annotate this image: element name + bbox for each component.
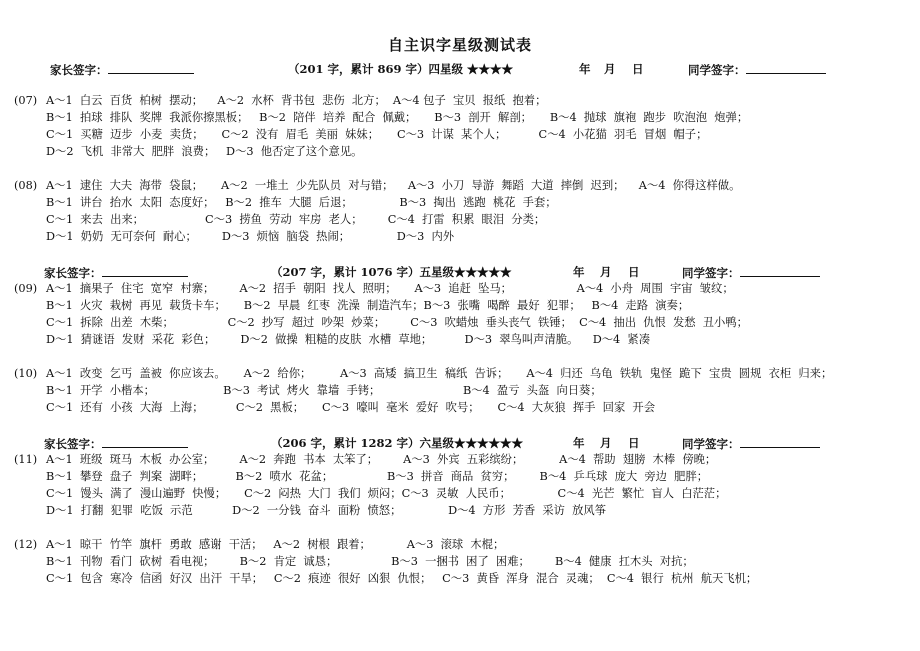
parent-sign-blank[interactable] bbox=[108, 61, 194, 74]
section-line: D～1 打翻 犯罪 吃饭 示范 D～2 一分钱 奋斗 面粉 愤怒； D～4 方形 芳香 采访 放风筝 bbox=[46, 504, 607, 517]
section-line: D～1 猜谜语 发财 采花 彩色； D～2 做操 粗糙的皮肤 水槽 草地； D～3 翠鸟叫声清脆。 D～4 紧凑 bbox=[46, 333, 651, 346]
signature-row-3 bbox=[0, 435, 920, 451]
date-month: 月 bbox=[600, 436, 612, 450]
section-line: C～1 馒头 满了 漫山遍野 快慢； C～2 闷热 大门 我们 烦闷；C～3 灵敏 人民币； C～4 光芒 繁忙 盲人 白茫茫； bbox=[46, 487, 727, 500]
section-line: A～1 改变 乞丐 盖被 你应该去。 A～2 给你； A～3 高矮 搞卫生 稿纸 告诉； A～4 归还 乌龟 铁轨 鬼怪 跪下 宝贵 圆规 衣柜 归来； bbox=[46, 367, 833, 380]
section-line: B～1 拍球 排队 奖牌 我派你擦黑板； B～2 陪伴 培养 配合 佩戴； B～3 剖开 解剖； B～4 抛球 旗袍 跑步 吹泡泡 炮弹； bbox=[46, 111, 749, 124]
section-label: (08) bbox=[14, 179, 38, 192]
section-line: C～1 包含 寒冷 信函 好汉 出汗 干旱； C～2 痕迹 很好 凶狠 仇恨； C～3 黄昏 浑身 混合 灵魂； C～4 银行 杭州 航天飞机； bbox=[46, 572, 758, 585]
section-line: D～1 奶奶 无可奈何 耐心； D～3 烦恼 脑袋 热闹； D～3 内外 bbox=[46, 230, 455, 243]
section-line: B～1 讲台 抬水 太阳 态度好； B～2 推车 大腿 后退； B～3 掏出 逃跑 桃花 手套； bbox=[46, 196, 557, 209]
date-year: 年 bbox=[573, 436, 585, 450]
level-info: （201 字，累计 869 字）四星级 ★★★★ bbox=[288, 62, 514, 76]
parent-sign: 家长签字： bbox=[50, 61, 194, 78]
parent-sign-blank[interactable] bbox=[102, 435, 188, 448]
signature-row-1 bbox=[0, 61, 920, 77]
section-line: A～1 摘果子 住宅 宽窄 村寨； A～2 招手 朝阳 找人 照明； A～3 追赶 坠马； A～4 小舟 周围 宇宙 皱纹； bbox=[46, 282, 734, 295]
classmate-sign-blank[interactable] bbox=[746, 61, 826, 74]
section-label: (12) bbox=[14, 538, 38, 551]
parent-sign: 家长签字： bbox=[44, 435, 188, 452]
section-line: B～1 开学 小楷本； B～3 考试 烤火 靠墙 手铐； B～4 盈亏 头盔 向日葵； bbox=[46, 384, 602, 397]
date-month: 月 bbox=[604, 62, 616, 76]
parent-sign-blank[interactable] bbox=[102, 264, 188, 277]
date-year: 年 bbox=[579, 62, 591, 76]
section-line: C～1 买糖 迈步 小麦 卖货； C～2 没有 眉毛 美丽 妹妹； C～3 计谋 某个人； C～4 小花猫 羽毛 冒烟 帽子； bbox=[46, 128, 708, 141]
section-line: B～1 攀登 盘子 判案 湖畔； B～2 喷水 花盆； B～3 拼音 商品 贫穷； B～4 乒乓球 庞大 旁边 肥胖； bbox=[46, 470, 709, 483]
section-line: C～1 来去 出来； C～3 捞鱼 劳动 牢房 老人； C～4 打雷 积累 眼泪 分类； bbox=[46, 213, 546, 226]
page-title: 自主识字星级测试表 bbox=[387, 36, 532, 54]
date-day: 日 bbox=[628, 265, 640, 279]
section-line: C～1 拆除 出差 木柴； C～2 抄写 超过 吵架 炒菜； C～3 吹蜡烛 垂头丧气 铁锤； C～4 抽出 仇恨 发愁 丑小鸭； bbox=[46, 316, 748, 329]
date-day: 日 bbox=[628, 436, 640, 450]
section-label: (09) bbox=[14, 282, 38, 295]
section-line: A～1 班级 斑马 木板 办公室； A～2 奔跑 书本 太笨了； A～3 外宾 五彩缤纷； A～4 帮助 翅膀 木棒 傍晚； bbox=[46, 453, 717, 466]
classmate-sign: 同学签字： bbox=[682, 264, 820, 281]
date-month: 月 bbox=[600, 265, 612, 279]
section-line: B～1 火灾 栽树 再见 载货卡车； B～2 早晨 红枣 洗澡 制造汽车；B～3 张嘴 喝醉 最好 犯罪； B～4 走路 演奏； bbox=[46, 299, 690, 312]
section-label: (07) bbox=[14, 94, 38, 107]
section-line: B～1 刊物 看门 砍树 看电视； B～2 肯定 诚恳； B～3 一捆书 困了 困难； B～4 健康 扛木头 对抗； bbox=[46, 555, 694, 568]
classmate-sign-blank[interactable] bbox=[740, 435, 820, 448]
section-line: D～2 飞机 非常大 肥胖 浪费； D～3 他否定了这个意见。 bbox=[46, 145, 363, 158]
level-info: （206 字，累计 1282 字）六星级★★★★★★ bbox=[271, 436, 524, 450]
date-year: 年 bbox=[573, 265, 585, 279]
section-line: A～1 晾干 竹竿 旗杆 勇敢 感谢 干活； A～2 树根 跟着； A～3 滚球 木棍； bbox=[46, 538, 505, 551]
classmate-sign: 同学签字： bbox=[682, 435, 820, 452]
parent-sign: 家长签字： bbox=[44, 264, 188, 281]
level-info: （207 字，累计 1076 字）五星级★★★★★ bbox=[271, 265, 512, 279]
signature-row-2 bbox=[0, 264, 920, 280]
classmate-sign: 同学签字： bbox=[688, 61, 826, 78]
date-day: 日 bbox=[632, 62, 644, 76]
classmate-sign-blank[interactable] bbox=[740, 264, 820, 277]
section-line: A～1 白云 百货 柏树 摆动； A～2 水杯 背书包 悲伤 北方； A～4 包子 宝贝 报纸 抱着； bbox=[46, 94, 547, 107]
section-line: C～1 还有 小孩 大海 上海； C～2 黑板； C～3 嚎叫 毫米 爱好 吹号； C～4 大灰狼 挥手 回家 开会 bbox=[46, 401, 656, 414]
section-line: A～1 逮住 大夫 海带 袋鼠； A～2 一堆土 少先队员 对与错； A～3 小刀 导游 舞蹈 大道 摔倒 迟到； A～4 你得这样做。 bbox=[46, 179, 741, 192]
section-label: (11) bbox=[14, 453, 38, 466]
section-label: (10) bbox=[14, 367, 38, 380]
